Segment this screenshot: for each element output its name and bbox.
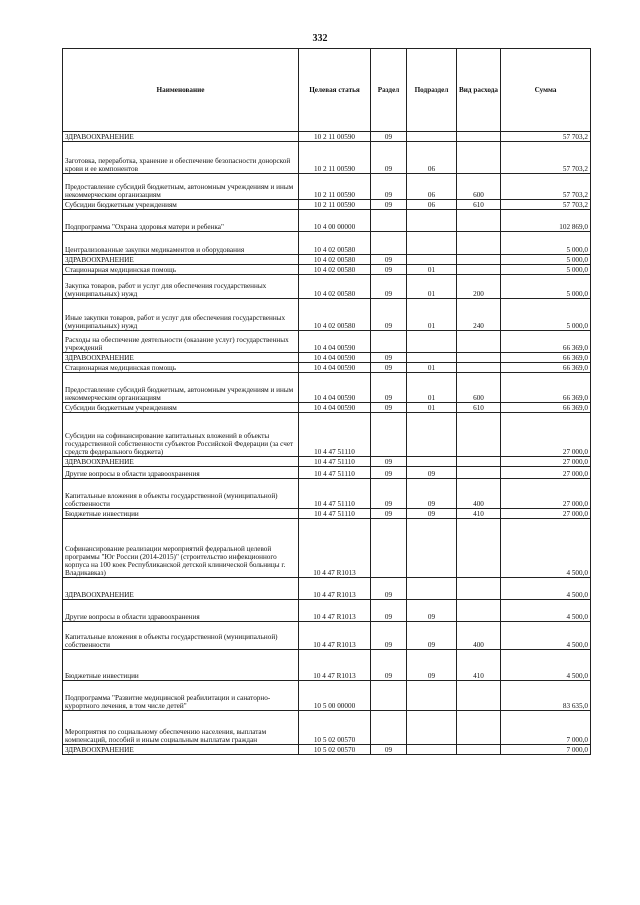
header-sum: Сумма [501,49,591,132]
row-subsection-cell [407,232,457,255]
row-name-cell: Стационарная медицинская помощь [63,363,299,373]
row-subsection-cell: 09 [407,509,457,519]
row-sum-cell: 27 000,0 [501,509,591,519]
row-name-cell: Предоставление субсидий бюджетным, автономным учреждениям и иным некоммерческим организациям [63,373,299,403]
row-subsection-cell: 06 [407,174,457,200]
row-target-cell: 10 4 47 R1013 [299,578,371,600]
row-section-cell: 09 [371,650,407,681]
row-target-cell: 10 4 47 R1013 [299,519,371,578]
table-row [63,210,591,232]
row-expense-cell: 240 [457,299,501,331]
table-row [63,681,591,711]
row-name-cell: Подпрограмма "Охрана здоровья матери и ребенка" [63,210,299,232]
table-row [63,174,591,200]
row-section-cell: 09 [371,200,407,210]
row-section-cell: 09 [371,467,407,479]
row-expense-cell [457,232,501,255]
row-section-cell [371,331,407,353]
row-section-cell: 09 [371,600,407,622]
row-subsection-cell: 01 [407,373,457,403]
row-sum-cell: 102 869,0 [501,210,591,232]
row-name-cell: ЗДРАВООХРАНЕНИЕ [63,353,299,363]
row-target-cell: 10 4 47 51110 [299,413,371,457]
header-expense-type: Вид расхода [457,49,501,132]
row-subsection-cell: 01 [407,403,457,413]
row-sum-cell: 5 000,0 [501,232,591,255]
row-section-cell: 09 [371,363,407,373]
row-expense-cell [457,142,501,174]
row-name-cell: ЗДРАВООХРАНЕНИЕ [63,457,299,467]
row-name-cell: Расходы на обеспечение деятельности (оказание услуг) государственных учреждений [63,331,299,353]
header-name: Наименование [63,49,299,132]
table-row [63,457,591,467]
row-expense-cell [457,331,501,353]
row-target-cell: 10 4 02 00580 [299,255,371,265]
row-name-cell: Субсидии на софинансирование капитальных вложений в объекты государственной собственности субъектов Российской Федерации (за счет средств федерального бюджета) [63,413,299,457]
row-sum-cell: 66 369,0 [501,331,591,353]
table-row [63,232,591,255]
row-subsection-cell: 09 [407,600,457,622]
row-section-cell: 09 [371,132,407,142]
row-subsection-cell: 09 [407,467,457,479]
row-section-cell: 09 [371,622,407,650]
row-sum-cell: 4 500,0 [501,622,591,650]
row-subsection-cell [407,711,457,745]
row-target-cell: 10 4 47 R1013 [299,600,371,622]
row-subsection-cell [407,353,457,363]
row-expense-cell: 600 [457,373,501,403]
row-sum-cell: 66 369,0 [501,403,591,413]
row-target-cell: 10 4 04 00590 [299,331,371,353]
row-section-cell [371,232,407,255]
table-row [63,600,591,622]
row-expense-cell: 610 [457,200,501,210]
row-expense-cell [457,353,501,363]
row-section-cell [371,681,407,711]
row-subsection-cell: 01 [407,363,457,373]
row-sum-cell: 66 369,0 [501,363,591,373]
row-subsection-cell: 09 [407,622,457,650]
row-target-cell: 10 2 11 00590 [299,142,371,174]
table-row [63,509,591,519]
row-sum-cell: 57 703,2 [501,174,591,200]
row-subsection-cell [407,681,457,711]
row-target-cell: 10 4 04 00590 [299,403,371,413]
row-name-cell: Закупка товаров, работ и услуг для обеспечения государственных (муниципальных) нужд [63,275,299,299]
row-section-cell: 09 [371,255,407,265]
row-sum-cell: 66 369,0 [501,373,591,403]
row-sum-cell: 4 500,0 [501,519,591,578]
row-name-cell: Капитальные вложения в объекты государственной (муниципальной) собственности [63,479,299,509]
row-target-cell: 10 2 11 00590 [299,174,371,200]
row-expense-cell [457,711,501,745]
row-subsection-cell [407,745,457,755]
row-sum-cell: 27 000,0 [501,457,591,467]
row-section-cell: 09 [371,479,407,509]
table-row [63,275,591,299]
row-name-cell: Софинансирование реализации мероприятий федеральной целевой программы "Юг России (2014-2015)" (строительство инфекционного корпуса на 100 коек Республиканской детской клинической больницы г. Владикавказ) [63,519,299,578]
table-header-row [63,49,591,132]
row-sum-cell: 57 703,2 [501,200,591,210]
row-expense-cell: 610 [457,403,501,413]
row-section-cell: 09 [371,403,407,413]
row-expense-cell [457,681,501,711]
row-section-cell: 09 [371,509,407,519]
row-target-cell: 10 4 04 00590 [299,363,371,373]
row-sum-cell: 83 635,0 [501,681,591,711]
row-name-cell: Заготовка, переработка, хранение и обеспечение безопасности донорской крови и ее компонентов [63,142,299,174]
header-target: Целевая статья [299,49,371,132]
row-target-cell: 10 4 47 51110 [299,509,371,519]
table-row [63,132,591,142]
row-name-cell: Бюджетные инвестиции [63,509,299,519]
row-section-cell: 09 [371,745,407,755]
row-target-cell: 10 4 47 R1013 [299,622,371,650]
row-expense-cell: 400 [457,622,501,650]
row-target-cell: 10 4 02 00580 [299,232,371,255]
row-expense-cell: 200 [457,275,501,299]
row-name-cell: Капитальные вложения в объекты государственной (муниципальной) собственности [63,622,299,650]
row-name-cell: Бюджетные инвестиции [63,650,299,681]
row-target-cell: 10 4 02 00580 [299,275,371,299]
row-expense-cell [457,745,501,755]
table-row [63,373,591,403]
row-name-cell: Другие вопросы в области здравоохранения [63,600,299,622]
row-sum-cell: 27 000,0 [501,479,591,509]
row-subsection-cell: 09 [407,650,457,681]
row-name-cell: Иные закупки товаров, работ и услуг для обеспечения государственных (муниципальных) нужд [63,299,299,331]
row-subsection-cell: 01 [407,265,457,275]
row-target-cell: 10 4 02 00580 [299,299,371,331]
row-expense-cell [457,578,501,600]
row-subsection-cell [407,413,457,457]
row-target-cell: 10 5 02 00570 [299,711,371,745]
row-subsection-cell: 06 [407,200,457,210]
row-expense-cell [457,363,501,373]
row-name-cell: Централизованные закупки медикаментов и оборудования [63,232,299,255]
row-name-cell: Другие вопросы в области здравоохранения [63,467,299,479]
row-name-cell: Субсидии бюджетным учреждениям [63,403,299,413]
row-name-cell: Субсидии бюджетным учреждениям [63,200,299,210]
row-expense-cell [457,413,501,457]
table-row [63,363,591,373]
row-target-cell: 10 4 47 51110 [299,457,371,467]
row-sum-cell: 5 000,0 [501,275,591,299]
row-name-cell: ЗДРАВООХРАНЕНИЕ [63,132,299,142]
row-target-cell: 10 4 47 51110 [299,479,371,509]
row-sum-cell: 27 000,0 [501,467,591,479]
table-row [63,650,591,681]
row-name-cell: Подпрограмма "Развитие медицинской реабилитации и санаторно-курортного лечения, в том числе детей" [63,681,299,711]
row-expense-cell [457,265,501,275]
row-target-cell: 10 5 02 00570 [299,745,371,755]
row-expense-cell [457,255,501,265]
row-target-cell: 10 5 00 00000 [299,681,371,711]
row-sum-cell: 57 703,2 [501,142,591,174]
row-subsection-cell: 01 [407,275,457,299]
table-row [63,299,591,331]
table-row [63,331,591,353]
row-subsection-cell [407,519,457,578]
row-subsection-cell [407,457,457,467]
row-section-cell: 09 [371,457,407,467]
row-section-cell: 09 [371,353,407,363]
row-sum-cell: 4 500,0 [501,650,591,681]
row-expense-cell [457,519,501,578]
table-row [63,403,591,413]
table-row [63,622,591,650]
row-target-cell: 10 4 47 51110 [299,467,371,479]
row-expense-cell [457,132,501,142]
row-section-cell [371,519,407,578]
table-row [63,519,591,578]
header-section: Раздел [371,49,407,132]
table-row [63,711,591,745]
row-sum-cell: 5 000,0 [501,265,591,275]
table-row [63,479,591,509]
row-name-cell: Предоставление субсидий бюджетным, автономным учреждениям и иным некоммерческим организациям [63,174,299,200]
row-target-cell: 10 2 11 00590 [299,200,371,210]
row-sum-cell: 7 000,0 [501,745,591,755]
row-expense-cell [457,457,501,467]
row-name-cell: ЗДРАВООХРАНЕНИЕ [63,745,299,755]
row-target-cell: 10 4 02 00580 [299,265,371,275]
budget-table [62,48,591,755]
row-target-cell: 10 4 00 00000 [299,210,371,232]
row-section-cell: 09 [371,578,407,600]
row-sum-cell: 4 500,0 [501,600,591,622]
row-section-cell: 09 [371,265,407,275]
row-target-cell: 10 4 47 R1013 [299,650,371,681]
row-target-cell: 10 4 04 00590 [299,373,371,403]
row-sum-cell: 57 703,2 [501,132,591,142]
row-section-cell: 09 [371,299,407,331]
row-section-cell: 09 [371,174,407,200]
row-subsection-cell [407,255,457,265]
row-section-cell [371,413,407,457]
row-expense-cell: 600 [457,174,501,200]
table-row [63,353,591,363]
row-name-cell: Стационарная медицинская помощь [63,265,299,275]
row-subsection-cell [407,132,457,142]
row-expense-cell [457,467,501,479]
row-section-cell [371,210,407,232]
row-expense-cell: 400 [457,479,501,509]
row-expense-cell [457,210,501,232]
row-name-cell: ЗДРАВООХРАНЕНИЕ [63,578,299,600]
row-sum-cell: 5 000,0 [501,255,591,265]
table-row [63,265,591,275]
table-row [63,467,591,479]
row-subsection-cell: 01 [407,299,457,331]
row-expense-cell: 410 [457,509,501,519]
row-sum-cell: 4 500,0 [501,578,591,600]
table-body [63,132,591,755]
table-row [63,413,591,457]
row-sum-cell: 66 369,0 [501,353,591,363]
table-row [63,142,591,174]
row-target-cell: 10 4 04 00590 [299,353,371,363]
row-section-cell [371,711,407,745]
row-subsection-cell [407,331,457,353]
header-subsection: Подраздел [407,49,457,132]
page-number: 332 [312,33,328,44]
row-sum-cell: 7 000,0 [501,711,591,745]
row-sum-cell: 5 000,0 [501,299,591,331]
row-name-cell: Мероприятия по социальному обеспечению населения, выплатам компенсаций, пособий и иным социальным выплатам граждан [63,711,299,745]
row-sum-cell: 27 000,0 [501,413,591,457]
table-row [63,200,591,210]
row-target-cell: 10 2 11 00590 [299,132,371,142]
table-row [63,255,591,265]
row-section-cell: 09 [371,142,407,174]
row-expense-cell [457,600,501,622]
row-subsection-cell: 09 [407,479,457,509]
table-row [63,578,591,600]
table-row [63,745,591,755]
row-name-cell: ЗДРАВООХРАНЕНИЕ [63,255,299,265]
row-subsection-cell [407,210,457,232]
row-section-cell: 09 [371,275,407,299]
row-subsection-cell [407,578,457,600]
row-subsection-cell: 06 [407,142,457,174]
row-section-cell: 09 [371,373,407,403]
row-expense-cell: 410 [457,650,501,681]
